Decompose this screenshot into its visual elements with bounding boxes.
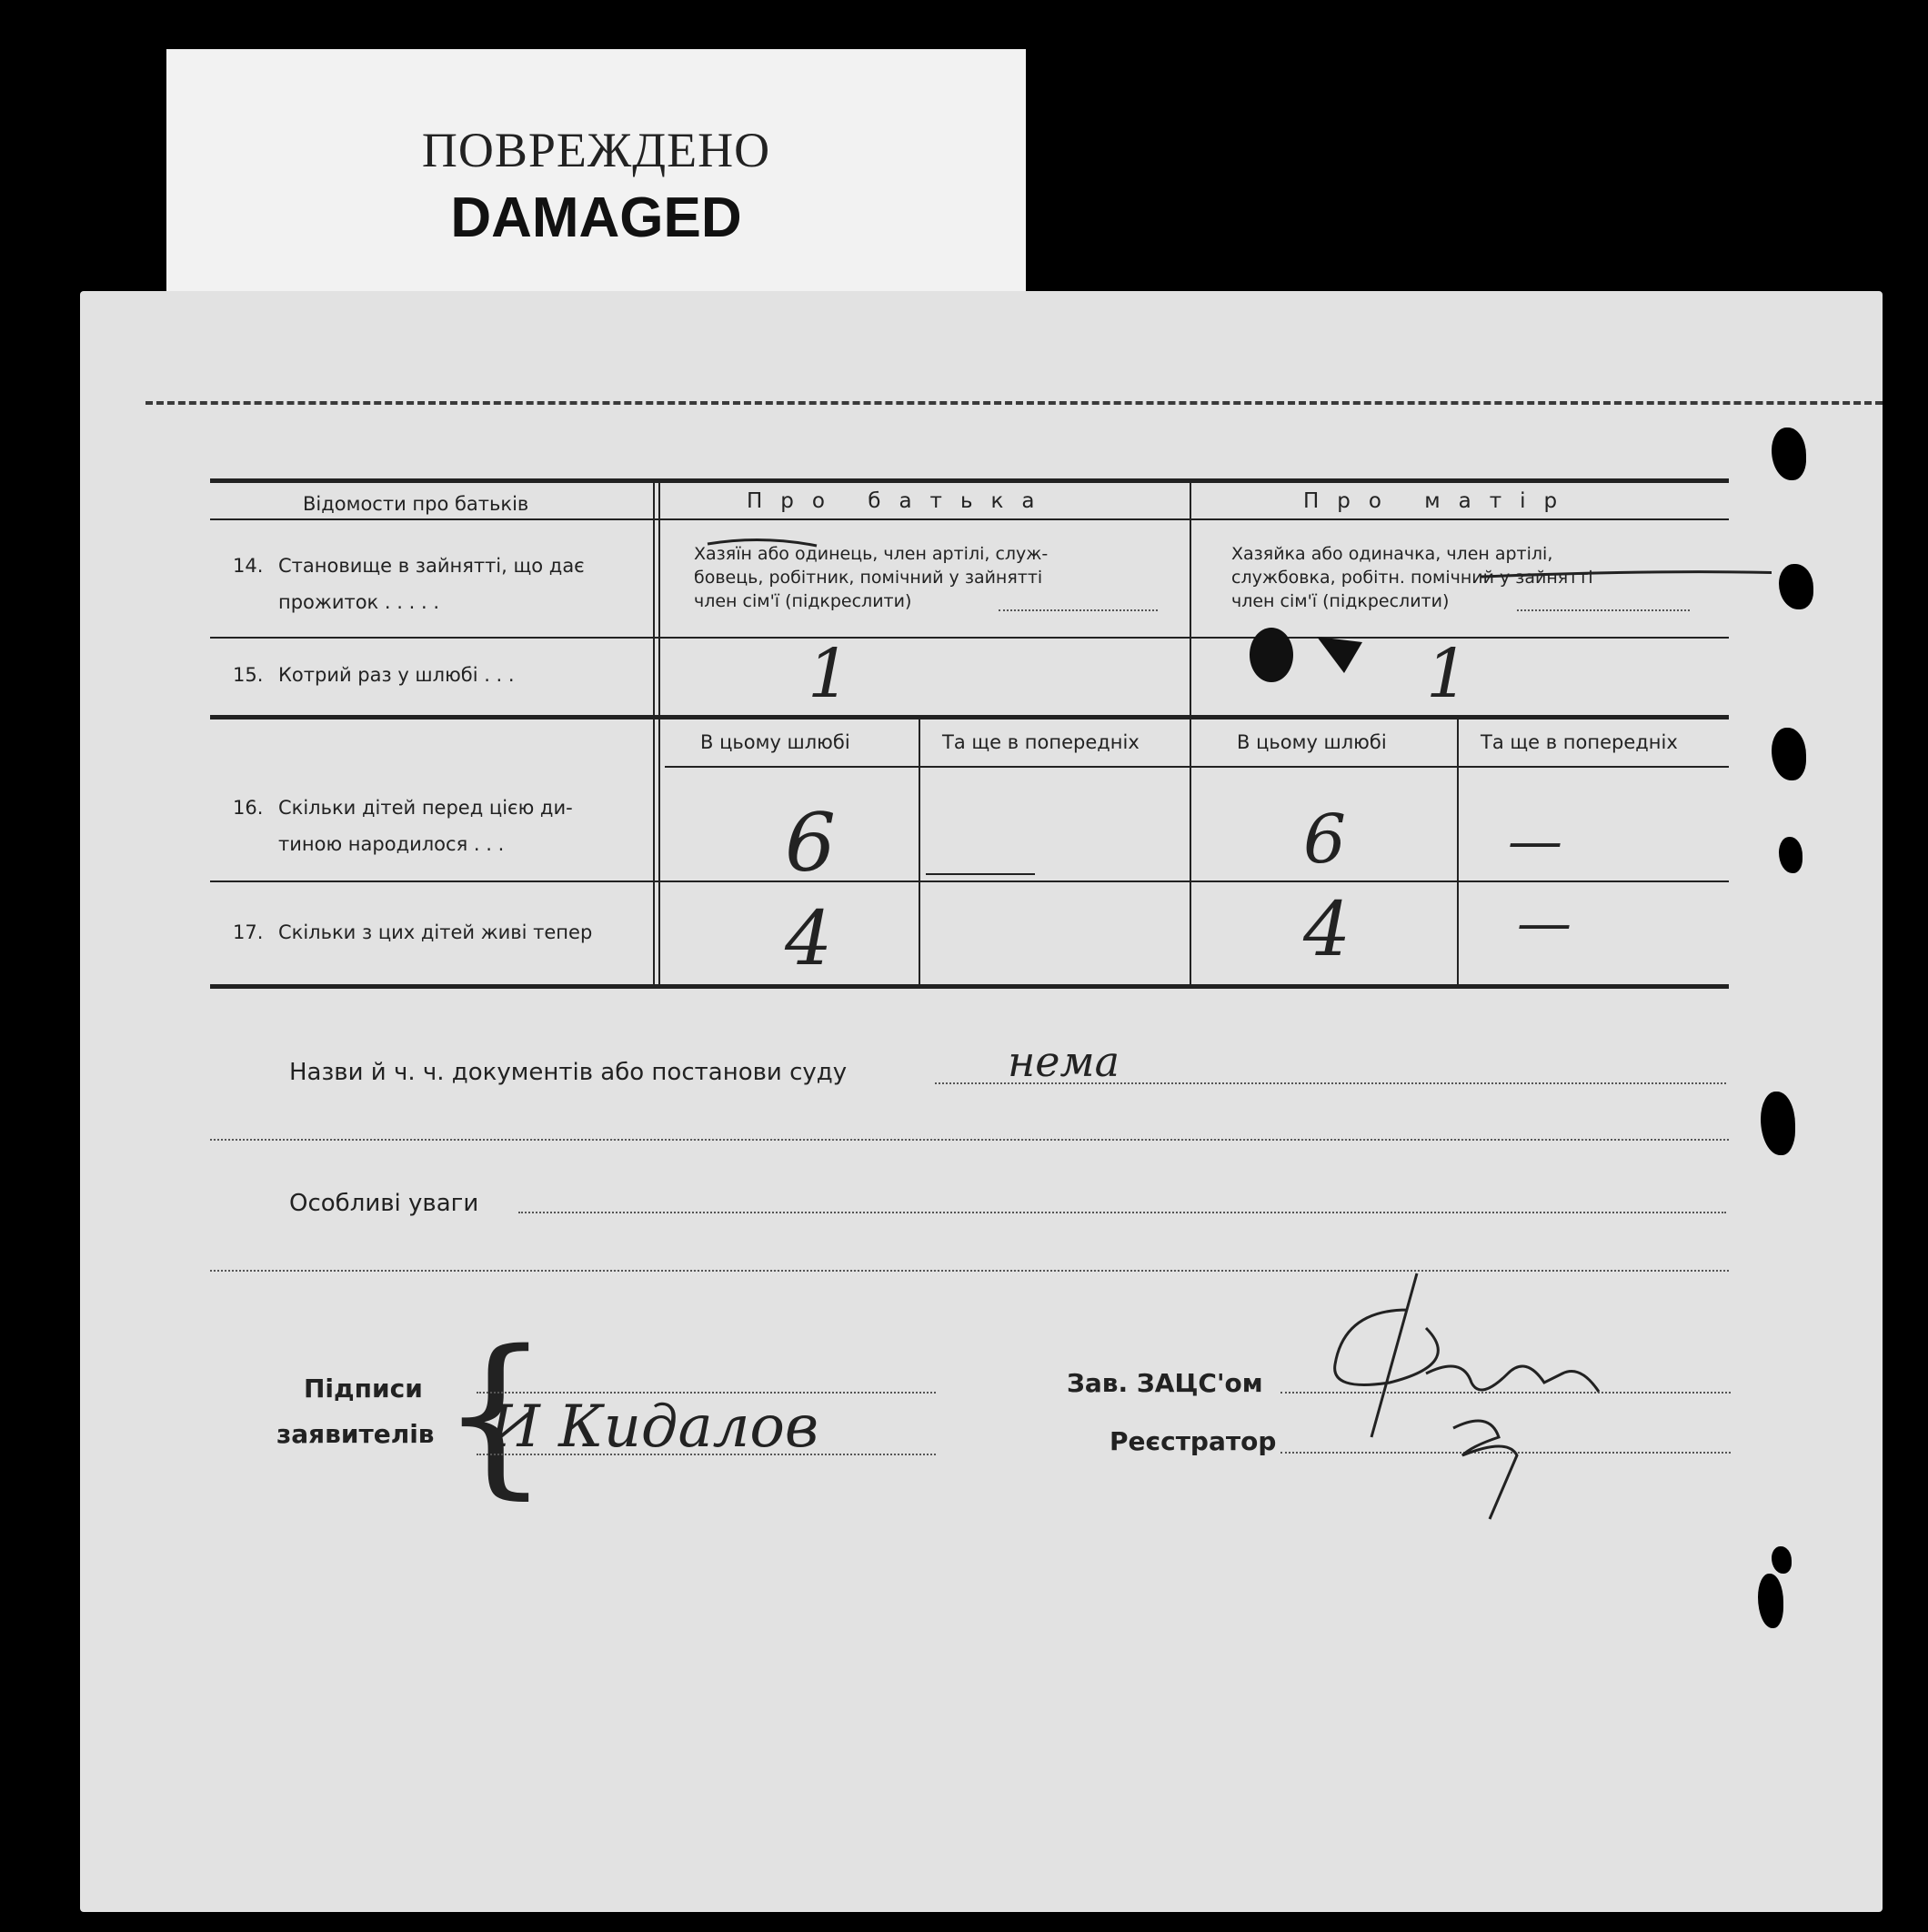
damage-hole	[1772, 1546, 1792, 1574]
row16-label-1: Скільки дітей перед цією ди-	[278, 797, 573, 819]
row16-rule	[210, 880, 1729, 882]
row14-underlines	[680, 537, 1772, 619]
header-info: Відомости про батьків	[303, 493, 529, 515]
row15-father-value: 1	[808, 635, 851, 713]
applicant-signature: И Кидалов	[489, 1394, 819, 1461]
row16-father-prev-dash	[926, 873, 1035, 875]
row16-mother-this: 6	[1303, 800, 1347, 879]
row14-mother-3: член сім'ї (підкреслити)	[1231, 591, 1450, 611]
row14-label-2: прожиток . . . . .	[278, 591, 439, 613]
row16-number: 16.	[233, 797, 264, 819]
row14-number: 14.	[233, 555, 264, 577]
row16-father-this: 6	[785, 796, 836, 890]
ink-blot	[1235, 619, 1390, 700]
subheader-rule	[665, 766, 1729, 768]
damage-hole	[1772, 428, 1806, 480]
row15-number: 15.	[233, 664, 264, 686]
subheader-father-this: В цьому шлюбі	[700, 731, 850, 753]
subheader-mother-this: В цьому шлюбі	[1237, 731, 1387, 753]
row17-number: 17.	[233, 921, 264, 943]
table-bottom-rule	[210, 984, 1729, 989]
subheader-mother-prev: Та ще в попередніх	[1481, 731, 1678, 753]
form-page	[80, 291, 1883, 1912]
row15-mother-value: 1	[1426, 635, 1470, 713]
subheader-father-prev: Та ще в попередніх	[942, 731, 1140, 753]
head-signature	[1280, 1255, 1662, 1528]
row14-mother-2: службовка, робітн. помічний у зайнятті	[1231, 568, 1593, 588]
applicants-label-2: заявителів	[276, 1419, 435, 1449]
row15-rule	[210, 715, 1729, 719]
row16-label-2: тиною народилося . . .	[278, 833, 505, 855]
table-header-rule	[210, 518, 1729, 520]
row16-mother-prev: —	[1508, 810, 1562, 873]
row14-father-2: бовець, робітник, помічний у зайнятті	[694, 568, 1043, 588]
remarks-label: Особливі уваги	[289, 1190, 479, 1217]
row14-mother-1: Хазяйка або одиначка, член артілі,	[1231, 544, 1553, 564]
damage-label-card	[166, 49, 1026, 304]
registrar-label: Реєстратор	[1110, 1426, 1277, 1456]
row17-label: Скільки з цих дітей живі тепер	[278, 921, 593, 943]
row15-label: Котрий раз у шлюбі . . .	[278, 664, 515, 686]
applicants-label-1: Підписи	[304, 1374, 423, 1404]
documents-label: Назви й ч. ч. документів або постанови суду	[289, 1059, 848, 1086]
damage-hole	[1772, 728, 1806, 780]
head-label: Зав. ЗАЦС'ом	[1067, 1368, 1263, 1398]
damage-label-ru: ПОВРЕЖДЕНО	[421, 123, 771, 177]
col-divider-info	[653, 482, 655, 988]
perforation-line	[146, 401, 1883, 405]
col-divider-father-sub	[919, 719, 920, 988]
row17-mother-prev: —	[1517, 891, 1572, 955]
row17-mother-this: 4	[1303, 887, 1351, 973]
row14-rule	[210, 637, 1729, 639]
documents-dots-2	[210, 1139, 1729, 1141]
table-top-rule	[210, 478, 1729, 483]
damage-label-en: DAMAGED	[450, 186, 742, 249]
documents-value: нема	[1008, 1037, 1120, 1086]
row14-father-3: член сім'ї (підкреслити)	[694, 591, 912, 611]
applicants-brace: {	[440, 1313, 550, 1514]
header-mother: Про матір	[1303, 489, 1576, 513]
damage-hole	[1779, 837, 1802, 873]
row14-label-1: Становище в зайнятті, що дає	[278, 555, 585, 577]
col-divider-info-2	[658, 482, 660, 988]
damage-hole	[1779, 564, 1813, 609]
damage-hole	[1761, 1092, 1795, 1155]
row14-father-1: Хазяїн або одинець, член артілі, служ-	[694, 544, 1049, 564]
remarks-dots	[518, 1212, 1726, 1213]
row17-father-this: 4	[785, 896, 833, 982]
col-divider-mother-sub	[1457, 719, 1459, 988]
damage-hole	[1758, 1574, 1783, 1628]
header-father: Про батька	[747, 489, 1053, 513]
